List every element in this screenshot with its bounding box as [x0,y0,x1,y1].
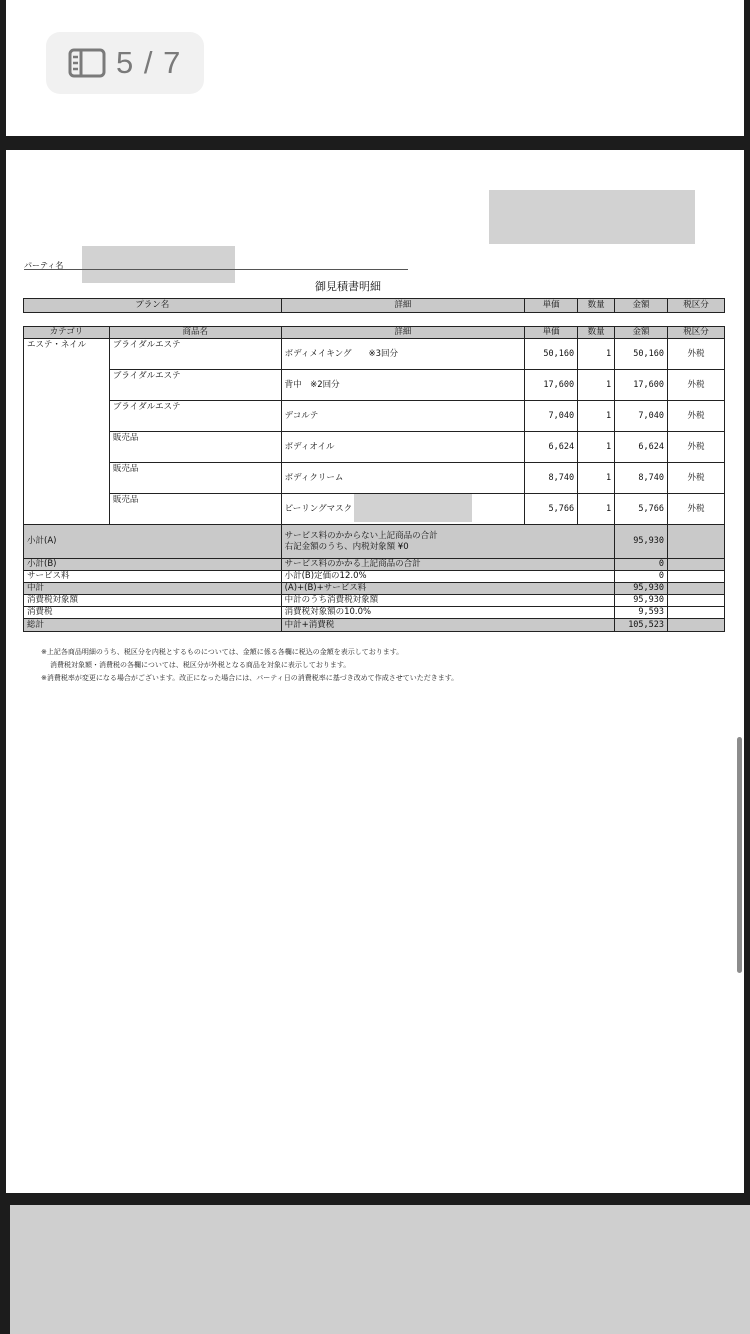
col-detail: 詳細 [281,327,525,339]
detail: ピーリングマスク [284,503,353,514]
unit-price: 7,040 [525,401,578,432]
middle-total-row [24,583,725,595]
amount: 17,600 [615,370,668,401]
unit-price: 5,766 [525,494,578,525]
consumption-tax-amount: 9,593 [615,607,668,619]
quantity: 1 [578,339,615,370]
empty-cell [668,595,725,607]
taxable-amount: 95,930 [615,595,668,607]
subtotal-b-row [24,559,725,571]
notes [41,646,458,685]
table-row [24,463,725,494]
service-fee-label: サービス料 [24,571,282,583]
grand-total-amount: 105,523 [615,619,668,632]
detail: デコルテ [281,401,525,432]
empty-cell [668,619,725,632]
subtotal-a-amount: 95,930 [615,525,668,559]
taxable-desc: 中計のうち消費税対象額 [281,595,614,607]
grand-total-label: 総計 [24,619,282,632]
unit-price: 8,740 [525,463,578,494]
amount: 6,624 [615,432,668,463]
amount: 5,766 [615,494,668,525]
subtotal-b-label: 小計(B) [24,559,282,571]
col-qty: 数量 [578,327,615,339]
note-line: 消費税対象額・消費税の各欄については、税区分が外税となる商品を対象に表示しております。 [50,661,351,669]
taxable-label: 消費税対象額 [24,595,282,607]
detail-cell [281,494,525,525]
redacted-party-name [82,246,235,283]
service-fee-row [24,571,725,583]
subtotal-b-amount: 0 [615,559,668,571]
col-plan-name: プラン名 [24,299,282,313]
tax-class: 外税 [668,494,725,525]
detail: ボディオイル [281,432,525,463]
subtotal-a-desc-line1: サービス料のかからない上記商品の合計 [284,530,438,541]
grand-total-desc: 中計+消費税 [281,619,614,632]
col-tax: 税区分 [668,327,725,339]
unit-price: 6,624 [525,432,578,463]
previous-page [6,0,744,136]
amount: 8,740 [615,463,668,494]
redacted-block [489,190,695,244]
page-indicator[interactable] [46,32,204,94]
service-fee-desc: 小計(B)定価の12.0% [281,571,614,583]
empty-cell [668,607,725,619]
middle-total-desc: (A)+(B)+サービス料 [281,583,614,595]
note-line: ※上記各商品明細のうち、税区分を内税とするものについては、金額に係る各欄に税込の金額を表示しております。 [41,648,404,656]
table-row [24,339,725,370]
consumption-tax-row [24,607,725,619]
amount: 7,040 [615,401,668,432]
consumption-tax-desc: 消費税対象額の10.0% [281,607,614,619]
unit-price: 17,600 [525,370,578,401]
table-row [24,370,725,401]
empty-cell [668,571,725,583]
col-unit-price: 単価 [525,327,578,339]
detail: 背中 ※2回分 [281,370,525,401]
product-name: 販売品 [109,463,281,494]
table-row [24,494,725,525]
middle-total-label: 中計 [24,583,282,595]
tax-class: 外税 [668,432,725,463]
taxable-row [24,595,725,607]
document-page [6,150,744,1193]
tax-class: 外税 [668,370,725,401]
party-name-label: パーティ名 [24,261,64,270]
col-tax: 税区分 [668,299,725,313]
quantity: 1 [578,494,615,525]
detail: ボディメイキング ※3回分 [281,339,525,370]
consumption-tax-label: 消費税 [24,607,282,619]
document-title: 御見積書明細 [315,280,381,293]
col-product: 商品名 [109,327,281,339]
amount: 50,160 [615,339,668,370]
service-fee-amount: 0 [615,571,668,583]
subtotal-a-desc [281,525,614,559]
plan-header-row [24,299,725,313]
tax-class: 外税 [668,401,725,432]
quantity: 1 [578,370,615,401]
quantity: 1 [578,432,615,463]
empty-cell [668,525,725,559]
tax-class: 外税 [668,463,725,494]
col-qty: 数量 [578,299,615,313]
next-page [10,1205,750,1334]
table-row [24,401,725,432]
plan-table [23,298,725,313]
subtotal-a-row [24,525,725,559]
product-name: 販売品 [109,494,281,525]
empty-cell [668,559,725,571]
category-cell: エステ・ネイル [24,339,110,525]
page-counter: 5 / 7 [116,45,182,80]
col-amount: 金額 [615,299,668,313]
col-amount: 金額 [615,327,668,339]
empty-cell [668,583,725,595]
product-name: ブライダルエステ [109,401,281,432]
party-name-line [24,269,408,270]
col-category: カテゴリ [24,327,110,339]
table-row [24,432,725,463]
product-name: ブライダルエステ [109,370,281,401]
subtotal-a-label: 小計(A) [24,525,282,559]
col-unit-price: 単価 [525,299,578,313]
scrollbar-thumb[interactable] [737,737,742,973]
detail: ボディクリーム [281,463,525,494]
tax-class: 外税 [668,339,725,370]
product-name: 販売品 [109,432,281,463]
quantity: 1 [578,463,615,494]
quantity: 1 [578,401,615,432]
product-name: ブライダルエステ [109,339,281,370]
col-detail: 詳細 [281,299,525,313]
redacted-detail [354,494,472,522]
page-list-icon [68,47,106,79]
subtotal-a-desc-line2: 右記金額のうち、内税対象額 ¥0 [284,541,409,552]
unit-price: 50,160 [525,339,578,370]
subtotal-b-desc: サービス料のかかる上記商品の合計 [281,559,614,571]
note-line: ※消費税率が変更になる場合がございます。改正になった場合には、パーティ日の消費税率に基づき改めて作成させていただきます。 [41,674,459,682]
items-header-row [24,327,725,339]
items-table [23,326,725,632]
grand-total-row [24,619,725,632]
middle-total-amount: 95,930 [615,583,668,595]
